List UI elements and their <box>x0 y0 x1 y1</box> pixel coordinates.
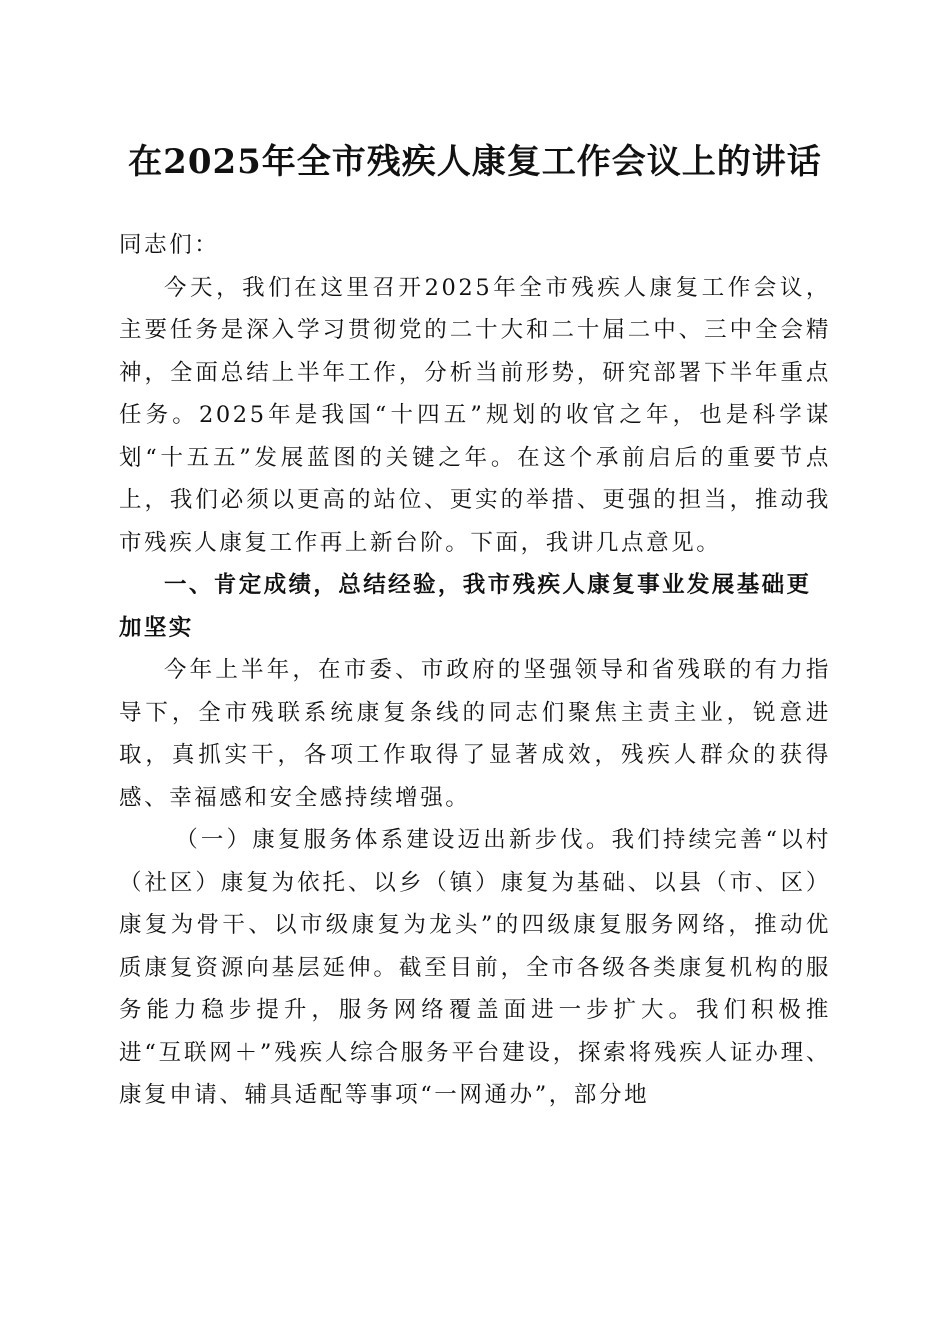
subsection-1-paragraph: （一）康复服务体系建设迈出新步伐。我们持续完善“以村（社区）康复为依托、以乡（镇）康复为基础、以县（市、区）康复为骨干、以市级康复为龙头”的四级康复服务网络，推动优质康复资源向基层延伸。截至目前，全市各级各类康复机构的服务能力稳步提升，服务网络覆盖面进一步扩大。我们积极推进“互联网＋”残疾人综合服务平台建设，探索将残疾人证办理、康复申请、辅具适配等事项“一网通办”，部分地 <box>119 827 831 1108</box>
document-title: 在2025年全市残疾人康复工作会议上的讲话 <box>128 142 822 182</box>
section-1-paragraph: 今年上半年，在市委、市政府的坚强领导和省残联的有力指导下，全市残联系统康复条线的同志们聚焦主责主业，锐意进取，真抓实干，各项工作取得了显著成效，残疾人群众的获得感、幸福感和安全感持续增强。 <box>119 657 831 811</box>
intro-paragraph: 今天，我们在这里召开2025年全市残疾人康复工作会议，主要任务是深入学习贯彻党的二十大和二十届二中、三中全会精神，全面总结上半年工作，分析当前形势，研究部署下半年重点任务。2025年是我国“十四五”规划的收官之年，也是科学谋划“十五五”发展蓝图的关键之年。在这个承前启后的重要节点上，我们必须以更高的站位、更实的举措、更强的担当，推动我市残疾人康复工作再上新台阶。下面，我讲几点意见。 <box>119 274 831 556</box>
salutation: 同志们： <box>119 232 220 258</box>
document-body <box>119 224 831 1117</box>
section-heading-1: 一、肯定成绩，总结经验，我市残疾人康复事业发展基础更加坚实 <box>119 572 812 641</box>
